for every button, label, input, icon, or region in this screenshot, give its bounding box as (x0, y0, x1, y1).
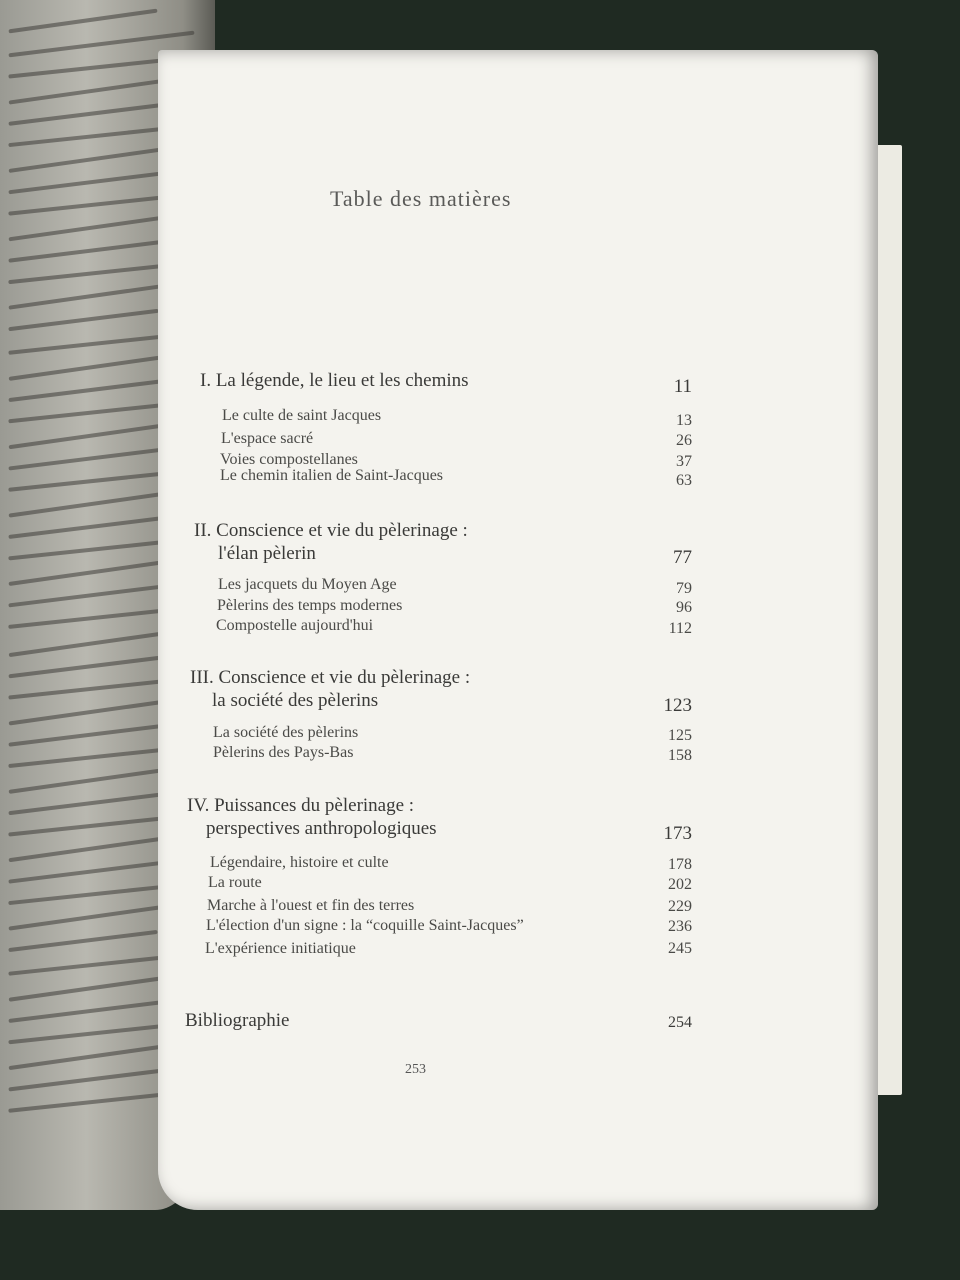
item-label: L'élection d'un signe : la “coquille Saint-Jacques” (206, 917, 524, 934)
page-number: 236 (668, 918, 692, 935)
page-number: 26 (676, 432, 692, 449)
item-label: Les jacquets du Moyen Age (218, 576, 397, 593)
item-label: Le chemin italien de Saint-Jacques (220, 467, 444, 484)
page-number: 178 (668, 856, 692, 873)
page-number: 11 (673, 376, 692, 397)
item-label: L'espace sacré (221, 430, 314, 447)
page-number: 77 (673, 547, 692, 568)
page-number: 229 (668, 898, 692, 915)
chapter-title: III. Conscience et vie du pèlerinage : (190, 667, 471, 688)
folio-page-number: 253 (405, 1062, 426, 1077)
item-label: Marche à l'ouest et fin des terres (207, 897, 415, 914)
item-label: Voies compostellanes (220, 451, 358, 468)
page-number: 173 (663, 823, 692, 844)
page-number: 254 (668, 1014, 692, 1031)
page-number: 123 (663, 695, 692, 716)
item-label: La route (208, 874, 262, 891)
item-label: Légendaire, histoire et culte (210, 854, 389, 871)
item-label: Pèlerins des Pays-Bas (213, 744, 354, 761)
chapter-title: IV. Puissances du pèlerinage : (187, 795, 415, 816)
item-label: La société des pèlerins (213, 724, 359, 741)
item-label: Le culte de saint Jacques (222, 407, 382, 424)
chapter-title: I. La légende, le lieu et les chemins (200, 370, 469, 391)
page-number: 37 (676, 453, 692, 470)
page-number: 79 (676, 580, 692, 597)
page-title: Table des matières (330, 186, 512, 211)
page-number: 63 (676, 472, 692, 489)
chapter-title-continued: la société des pèlerins (212, 690, 379, 711)
item-label: Compostelle aujourd'hui (216, 617, 374, 634)
page-number: 158 (668, 747, 692, 764)
bibliography-label: Bibliographie (185, 1010, 290, 1031)
page-number: 245 (668, 940, 692, 957)
page-number: 202 (668, 876, 692, 893)
item-label: Pèlerins des temps modernes (217, 597, 403, 614)
page-number: 112 (668, 620, 692, 637)
page-number: 125 (668, 727, 692, 744)
item-label: L'expérience initiatique (205, 940, 356, 957)
page-number: 13 (676, 412, 692, 429)
chapter-title: II. Conscience et vie du pèlerinage : (194, 520, 468, 541)
page-number: 96 (676, 599, 692, 616)
chapter-title-continued: perspectives anthropologiques (206, 818, 437, 839)
chapter-title-continued: l'élan pèlerin (218, 543, 316, 564)
